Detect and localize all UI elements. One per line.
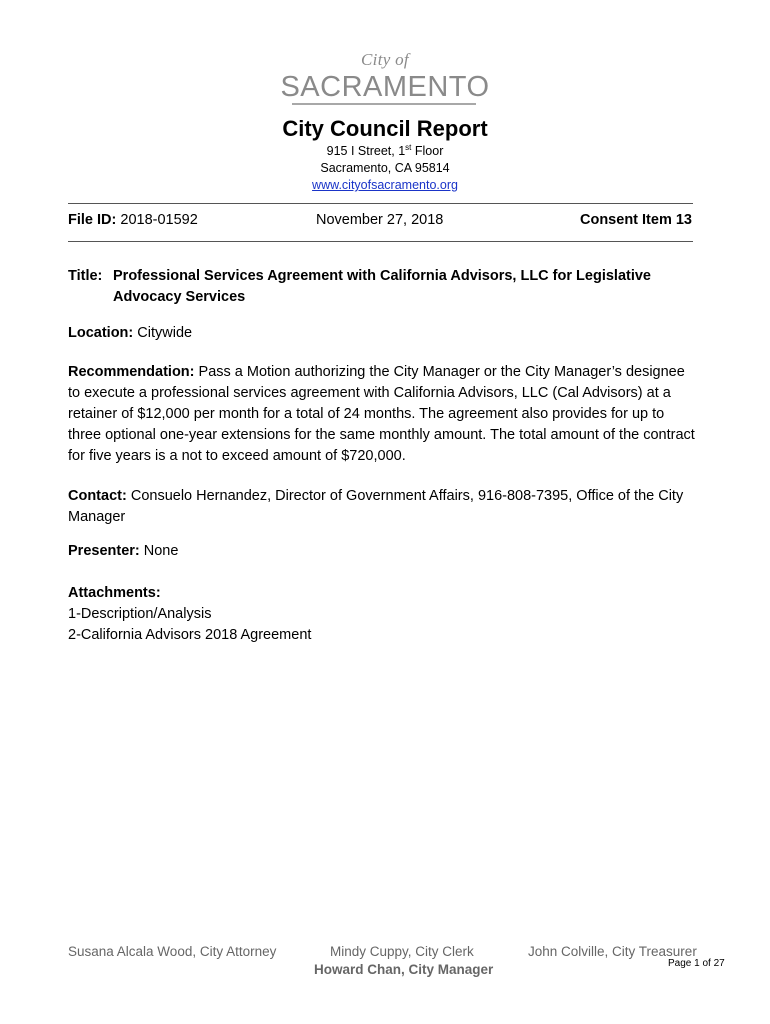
- divider-bottom: [68, 241, 693, 242]
- footer-city-clerk: Mindy Cuppy, City Clerk: [330, 944, 474, 959]
- divider-top: [68, 203, 693, 204]
- report-subject-title: Professional Services Agreement with California Advisors, LLC for Legislative Advocacy Services: [113, 268, 651, 305]
- attachment-item: 2-California Advisors 2018 Agreement: [68, 627, 312, 643]
- footer-city-manager: Howard Chan, City Manager: [314, 962, 494, 977]
- report-title: City Council Report: [282, 116, 488, 141]
- footer-city-attorney: Susana Alcala Wood, City Attorney: [68, 944, 277, 959]
- consent-item: Consent Item 13: [580, 212, 692, 228]
- location: Location: Citywide: [68, 325, 193, 341]
- logo-underline: [292, 103, 476, 105]
- presenter: Presenter: None: [68, 543, 179, 559]
- meeting-date: November 27, 2018: [316, 212, 444, 228]
- file-id: File ID: 2018-01592: [68, 212, 198, 228]
- attachments: [68, 583, 568, 646]
- page-number: Page 1 of 27: [668, 958, 725, 969]
- website-link[interactable]: www.cityofsacramento.org: [312, 178, 458, 192]
- contact: Contact: Consuelo Hernandez, Director of Government Affairs, 916-808-7395, Office of the City Manager: [68, 488, 684, 525]
- website-link-row: [0, 178, 770, 192]
- logo-city-of-text: City of: [361, 50, 409, 69]
- address-line-2: Sacramento, CA 95814: [320, 161, 450, 175]
- logo-sacramento-text: SACRAMENTO: [280, 71, 490, 103]
- title-label: Title:: [68, 268, 103, 284]
- attachments-label: Attachments:: [68, 585, 161, 601]
- footer-city-treasurer: John Colville, City Treasurer: [528, 944, 697, 959]
- attachment-item: 1-Description/Analysis: [68, 606, 212, 622]
- recommendation: Recommendation: Pass a Motion authorizing the City Manager or the City Manager’s designee to execute a professional services agreement with California Advisors, LLC (Cal Advisors) at a retainer of $12,000 per month for a total of 24 months. The agreement also provides for up to three optional one-year extensions for the same monthly amount. The total amount of the contract for five years is a not to exceed amount of $720,000.: [68, 364, 695, 464]
- address-line-1: 915 I Street, 1st Floor: [326, 143, 444, 159]
